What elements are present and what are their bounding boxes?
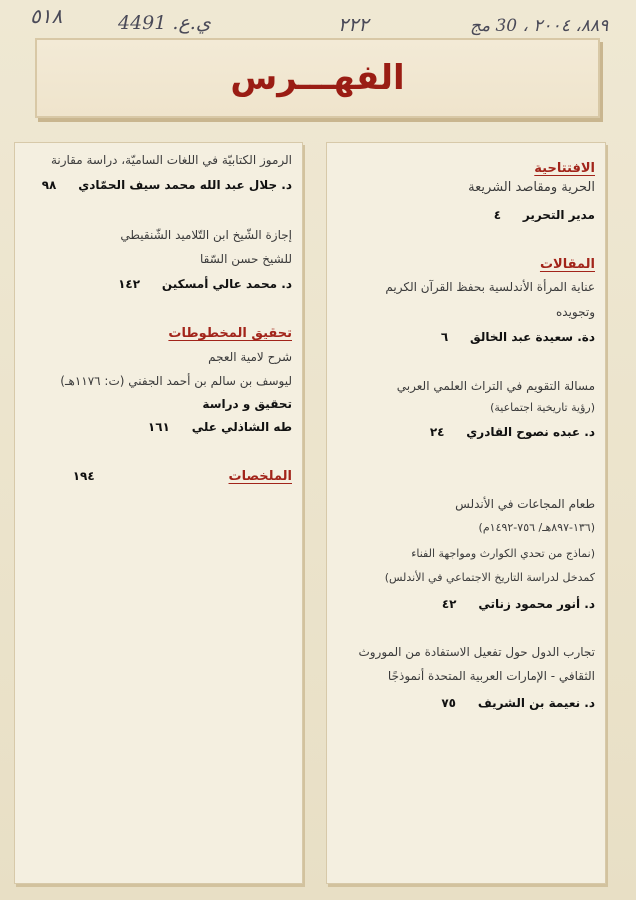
article-title-line: تجارب الدول حول تفعيل الاستفادة من الموروث [358,645,595,659]
article-entry [327,597,605,611]
abstracts-entry [15,469,302,484]
article-title-line: (١٣٦-٨٩٧هـ/ ٧٥٦-١٤٩٢م) [478,521,595,534]
editorial-title: الحرية ومقاصد الشريعة [468,180,595,195]
editorial-entry [327,208,605,222]
article-title-line: الثقافي - الإمارات العربية المتحدة أنموذجًا [387,669,595,683]
article-entry [327,696,605,710]
article-title-line: طعام المجاعات في الأندلس [455,497,595,511]
article-title-line: (رؤية تاريخية اجتماعية) [490,401,595,414]
page-number: ١٦١ [147,420,170,434]
article-entry [15,277,302,291]
article-entry [327,330,605,344]
page-number: ٤ [493,208,502,222]
title-banner [35,38,600,118]
manuscript-title-line: شرح لامية العجم [208,350,292,364]
page-number: ٦ [440,330,449,344]
section-heading-abstracts: الملخصات [228,469,292,484]
article-author: د. نعيمة بن الشريف [477,696,595,710]
contents-right-column [326,142,606,884]
article-title-line: الرموز الكتابيّة في اللغات الساميّة، دراسة مقارنة [50,153,292,167]
page-title: الفهـــرس [230,58,405,98]
page-number: ٧٥ [441,696,457,710]
contents-left-column [14,142,303,884]
article-title-line: وتجويده [555,305,595,319]
page-number: ٢٤ [429,425,445,439]
article-author: دة. سعيدة عبد الخالق [470,330,595,344]
section-heading-articles: المقالات [539,257,595,272]
article-title-line: إجازة الشّيخ ابن التّلاميد الشّنقيطي [120,228,292,242]
article-title-line: كمدخل لدراسة التاريخ الاجتماعي في الأندلس) [384,571,595,584]
article-title-line: (نماذج من تحدي الكوارث ومواجهة الفناء [411,547,595,560]
manuscript-entry [15,420,302,434]
article-entry [15,178,302,192]
handwritten-note-left: ٥١٨ [30,4,63,28]
page-number: ١٩٤ [72,469,95,483]
manuscript-editor-label: تحقيق و دراسة [202,397,292,411]
page-number: ٤٢ [441,597,457,611]
article-title-line: للشيخ حسن السّقا [199,252,292,266]
article-author: د. أنور محمود زناتي [478,597,595,611]
handwritten-volume: ٨٨٩، ٢٠٠٤ ، 30 مج [470,16,609,36]
manuscript-title-line: ليوسف بن سالم بن أحمد الجفني (ت: ١١٧٦هـ) [60,374,292,388]
section-heading-manuscripts: تحقيق المخطوطات [168,326,292,341]
page-number: ٩٨ [41,178,57,192]
article-author: د. عبده نصوح القادري [466,425,595,439]
handwritten-accession: ي.ع. 4491 [118,12,211,34]
article-entry [327,425,605,439]
handwritten-note-center: ٢٢٢ [338,14,369,36]
page-number: ١٤٢ [118,277,141,291]
editorial-author: مدير التحرير [522,208,595,222]
article-author: د. جلال عبد الله محمد سيف الحمّادي [78,178,292,192]
section-heading-editorial: الافتتاحية [534,161,595,176]
article-title-line: مسالة التقويم في التراث العلمي العربي [396,379,595,393]
article-author: د. محمد عالي أمسكين [161,277,292,291]
article-title-line: عناية المرأة الأندلسية بحفظ القرآن الكريم [385,280,595,294]
manuscript-editor: طه الشاذلي علي [191,420,292,434]
